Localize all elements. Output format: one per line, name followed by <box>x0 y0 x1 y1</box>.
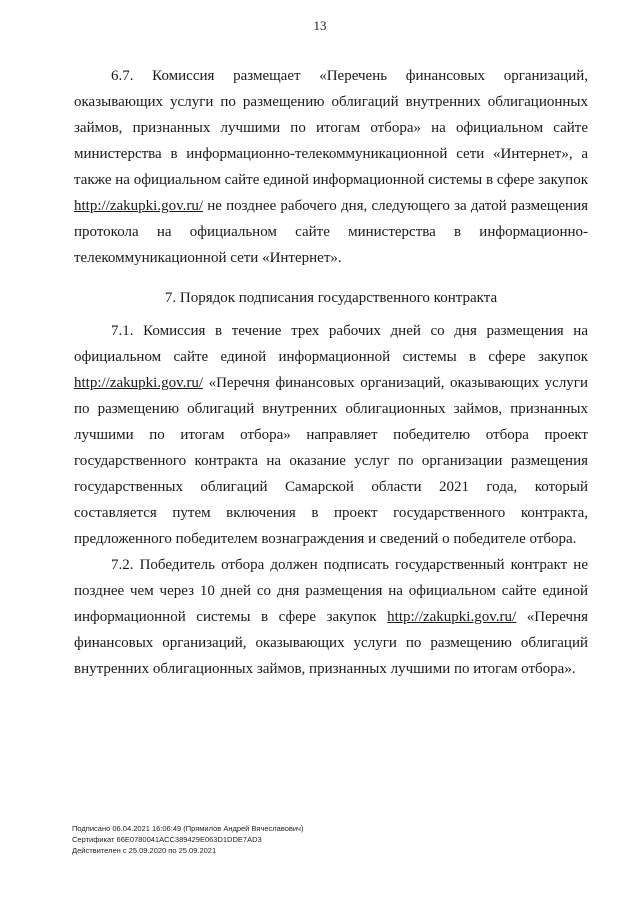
signature-certificate-line: Сертификат 66E0780041ACC389429E063D1DDE7AD3 <box>72 835 262 844</box>
paragraph-text: «Перечня финансовых организаций, оказывающих услуги по размещению облигаций внутренних облигационных займов, признанных лучшими по итогам отбора» направляет победителю отбора проект государственного контракта на оказание услуг по организации размещения государственных облигаций Самарской области 2021 года, который составляется путем включения в проект государственного контракта, предложенного победителем вознаграждения и сведений о победителе отбора. <box>74 375 588 547</box>
paragraph-text: 7.2. Победитель отбора должен подписать государственный контракт не позднее чем через 10 дней со дня размещения на официальном сайте единой информационной системы в сфере закупок <box>74 557 588 625</box>
paragraph-7-1 <box>74 318 588 552</box>
paragraph-text: 6.7. Комиссия размещает «Перечень финансовых организаций, оказывающих услуги по размещению облигаций внутренних облигационных займов, признанных лучшими по итогам отбора» на официальном сайте министерства в информационно-телекоммуникационной сети «Интернет», а также на официальном сайте единой информационной системы в сфере закупок <box>74 68 588 188</box>
paragraph-text: не позднее рабочего дня, следующего за датой размещения протокола на официальном сайте министерства в информационно-телекоммуникационной сети «Интернет». <box>74 198 588 266</box>
zakupki-link[interactable]: http://zakupki.gov.ru/ <box>387 609 517 625</box>
signature-signed-line: Подписано 06.04.2021 16:06:49 (Прямилов Андрей Вячеславович) <box>72 824 304 833</box>
page-number: 13 <box>313 18 327 33</box>
signature-validity-line: Действителен с 25.09.2020 по 25.09.2021 <box>72 846 217 855</box>
digital-signature-stamp <box>72 823 303 856</box>
paragraph-7-2 <box>74 552 588 682</box>
zakupki-link[interactable]: http://zakupki.gov.ru/ <box>74 375 204 391</box>
zakupki-link[interactable]: http://zakupki.gov.ru/ <box>74 198 204 214</box>
paragraph-text: 7.1. Комиссия в течение трех рабочих дней со дня размещения на официальном сайте единой информационной системы в сфере закупок <box>74 323 588 365</box>
section-heading: 7. Порядок подписания государственного контракта <box>164 290 498 306</box>
paragraph-6-7 <box>74 63 588 271</box>
paragraph-text: «Перечня финансовых организаций, оказывающих услуги по размещению облигаций внутренних облигационных займов, признанных лучшими по итогам отбора». <box>74 609 588 677</box>
